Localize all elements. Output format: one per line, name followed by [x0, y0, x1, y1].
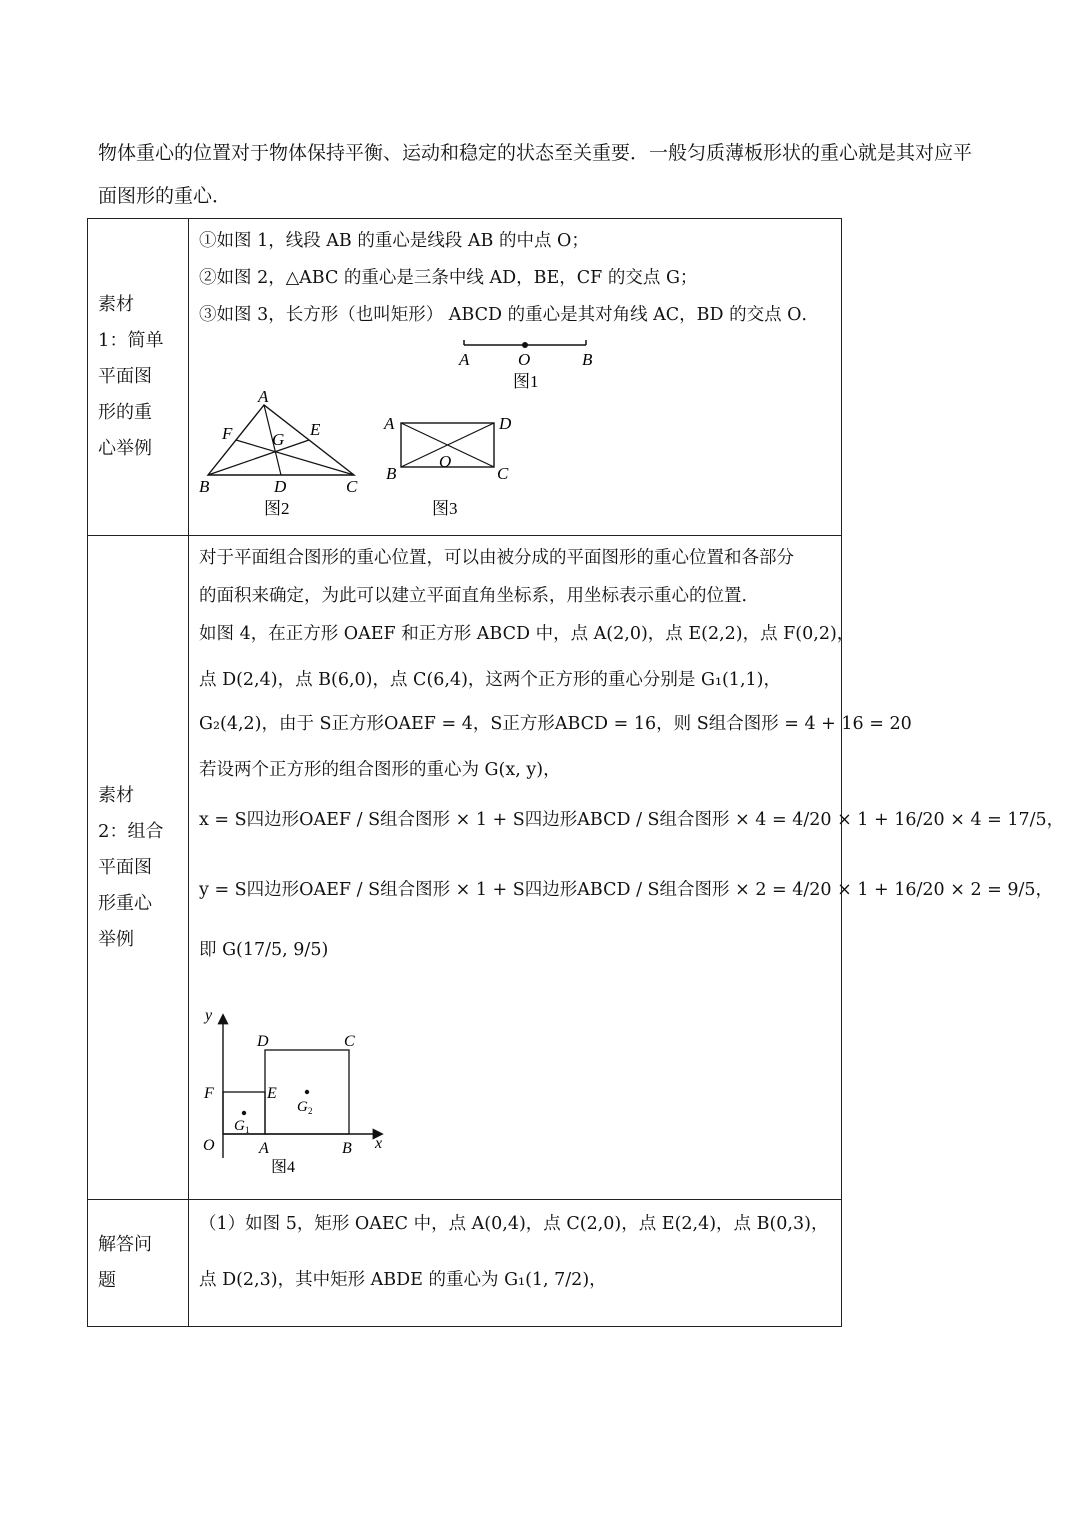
figure-2-triangle [194, 387, 364, 517]
item-3: ③如图 3，长方形（也叫矩形） ABCD 的重心是其对角线 AC，BD 的交点 O． [199, 305, 820, 325]
fig4-label-A: A [259, 1140, 269, 1157]
row1-label: 素材 1：简单 平面图 形的重 心举例 [88, 219, 189, 536]
row2-para-6: 若设两个正方形的组合图形的重心为 G(x, y)， [199, 760, 561, 780]
fig2-label-F: F [222, 424, 233, 443]
fig4-label-x: x [375, 1135, 383, 1152]
fig2-label-B: B [199, 477, 210, 496]
fig1-label-B: B [582, 350, 593, 369]
fig4-label-F: F [204, 1085, 214, 1102]
fig2-label-E: E [310, 420, 321, 439]
fig1-caption: 图1 [513, 372, 539, 391]
figure-4-coordinate-squares [199, 998, 399, 1173]
item-2: ②如图 2，△ABC 的重心是三条中线 AD，BE，CF 的交点 G； [199, 268, 698, 288]
fig4-label-y: y [205, 1007, 213, 1024]
row2-para-3: 如图 4，在正方形 OAEF 和正方形 ABCD 中，点 A(2,0)，点 E(2,2)，点 F(0,2)， [199, 624, 855, 644]
row2-para-1: 对于平面组合图形的重心位置，可以由被分成的平面图形的重心位置和各部分 [199, 548, 794, 568]
row2-content [189, 536, 1065, 1200]
fig2-label-A: A [258, 387, 269, 406]
fig2-label-G: G [272, 430, 285, 449]
fig4-caption: 图4 [271, 1159, 296, 1173]
item-1: ①如图 1，线段 AB 的重心是线段 AB 的中点 O； [199, 231, 589, 251]
intro-paragraph: 物体重心的位置对于物体保持平衡、运动和稳定的状态至关重要．一般匀质薄板形状的重心就是其对应平面图形的重心． [98, 142, 973, 207]
question-1-line-2: 点 D(2,3)，其中矩形 ABDE 的重心为 G₁(1, 7/2)， [199, 1270, 607, 1290]
x-equation: x = S四边形OAEF / S组合图形 × 1 + S四边形ABCD / S组合图形 × 4 = 4/20 × 1 + 16/20 × 4 = 17/5， [199, 810, 1065, 830]
fig4-label-B: B [342, 1140, 352, 1157]
table-row-material-2 [88, 536, 842, 1200]
fig1-label-O: O [518, 350, 531, 369]
fig4-label-G2-sub: 2 [308, 1106, 313, 1116]
centroid-result: 即 G(17/5, 9/5) [199, 940, 329, 960]
row1-content [189, 219, 842, 536]
figure-1-segment [454, 337, 604, 392]
table-row-material-1 [88, 219, 842, 536]
row2-para-5: G₂(4,2)，由于 S正方形OAEF = 4，S正方形ABCD = 16，则 S组合图形 = 4 + 16 = 20 [199, 714, 912, 734]
fig3-label-B: B [386, 464, 397, 483]
fig4-label-D: D [257, 1033, 269, 1050]
row2-para-4: 点 D(2,4)，点 B(6,0)，点 C(6,4)，这两个正方形的重心分别是 G₁(1,1)， [199, 670, 781, 690]
fig4-label-E: E [267, 1085, 277, 1102]
fig1-label-A: A [459, 350, 470, 369]
row2-label: 素材 2：组合 平面图 形重心 举例 [88, 536, 189, 1200]
fig2-label-C: C [346, 477, 358, 496]
fig4-label-G1-sub: 1 [245, 1125, 250, 1135]
fig3-label-C: C [497, 464, 509, 483]
fig3-label-D: D [499, 414, 512, 433]
y-equation: y = S四边形OAEF / S组合图形 × 1 + S四边形ABCD / S组合图形 × 2 = 4/20 × 1 + 16/20 × 2 = 9/5， [199, 880, 1054, 900]
figure-3-rectangle [379, 409, 529, 519]
material-table [87, 218, 1065, 1327]
row3-label: 解答问 题 [88, 1200, 189, 1327]
fig4-label-C: C [344, 1033, 355, 1050]
fig4-label-O: O [203, 1137, 215, 1154]
row3-content [189, 1200, 842, 1327]
table-row-answer [88, 1200, 842, 1327]
fig3-label-O: O [439, 452, 452, 471]
fig2-label-D: D [274, 477, 287, 496]
fig3-caption: 图3 [432, 499, 458, 518]
question-1-line-1: （1）如图 5，矩形 OAEC 中，点 A(0,4)，点 C(2,0)，点 E(2,4)，点 B(0,3)， [199, 1214, 829, 1234]
fig4-label-G2: G [297, 1099, 308, 1115]
fig3-label-A: A [384, 414, 395, 433]
row2-para-2: 的面积来确定，为此可以建立平面直角坐标系，用坐标表示重心的位置． [199, 586, 759, 606]
fig2-caption: 图2 [264, 499, 290, 517]
fig4-label-G1: G [234, 1118, 245, 1134]
